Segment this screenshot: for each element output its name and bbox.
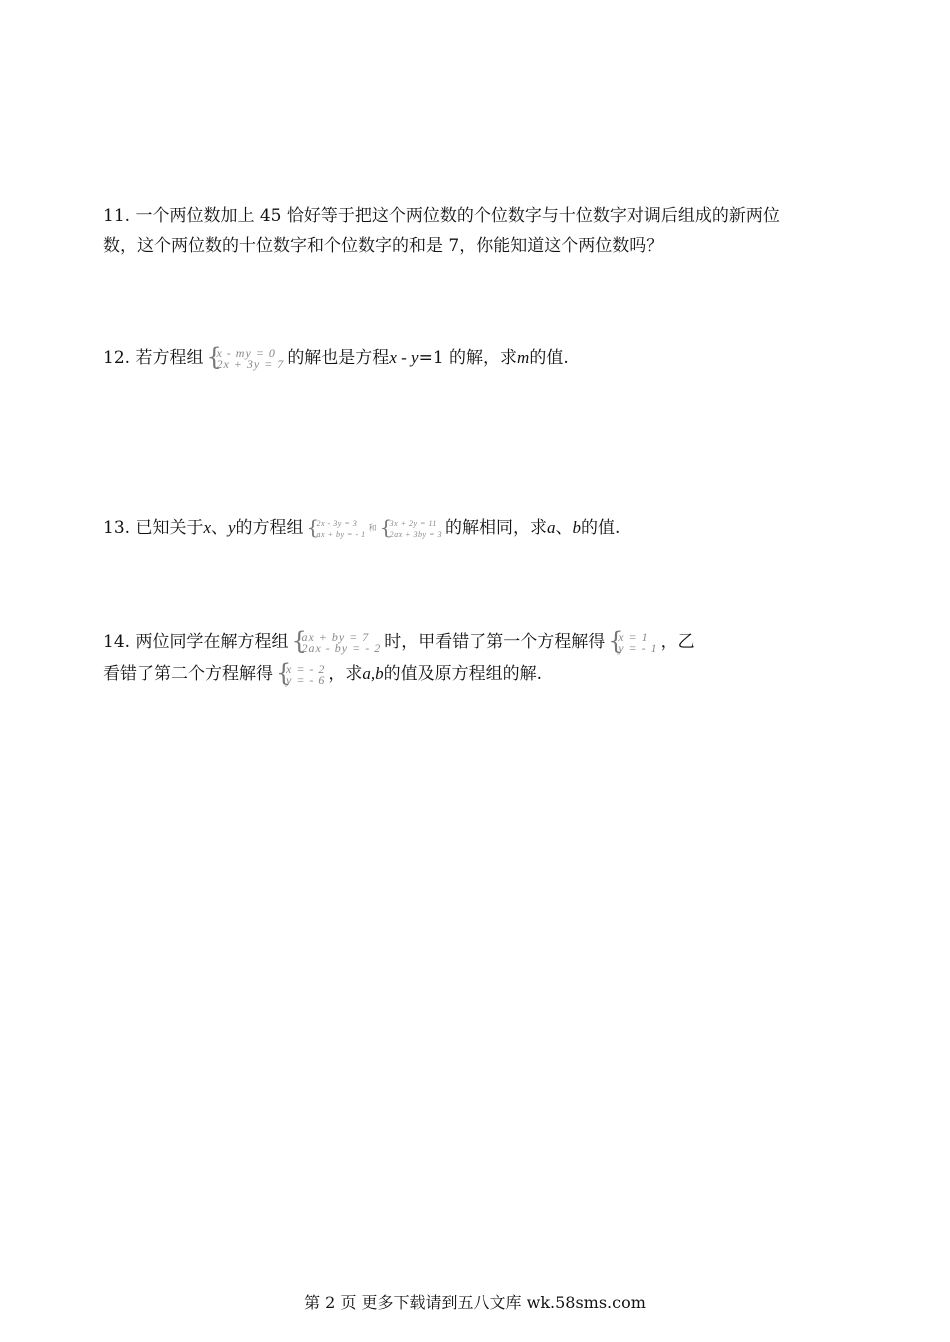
equation-line: 2ax - by = - 2: [301, 640, 382, 655]
brace-icon: {: [276, 658, 292, 687]
equation-line: x - my = 0: [216, 345, 276, 360]
question-11-line-2: 数，这个两位数的十位数字和个位数字的和是 7，你能知道这个两位数吗？: [103, 236, 664, 256]
question-11-line-1: 11. 一个两位数加上 45 恰好等于把这个两位数的个位数字与十位数字对调后组成的新两位: [103, 206, 780, 226]
equation-line: 2ax + 3by = 3: [389, 529, 443, 539]
question-12-prefix: 12. 若方程组: [103, 348, 204, 368]
question-14-prefix: 14. 两位同学在解方程组: [103, 632, 289, 652]
equation-line: ax + by = - 1: [316, 529, 366, 539]
equation-line: 2x + 3y = 7: [216, 356, 285, 371]
question-12-suffix: 的值.: [529, 348, 569, 368]
equation-line: y = - 6: [286, 672, 326, 687]
equation-system: [379, 514, 443, 540]
question-12-text: 的解也是方程: [287, 348, 390, 368]
equation-line: 3x + 2y = 11: [389, 518, 437, 528]
question-14-line-1: [103, 626, 863, 658]
inline-equation: x - y: [389, 348, 419, 367]
equation-line: x = 1: [618, 629, 649, 644]
question-13-suffix: 的值.: [581, 518, 621, 538]
separator: 、: [555, 518, 573, 538]
equation-system: [291, 626, 382, 655]
question-12: [103, 343, 863, 373]
conjunction: 和: [368, 523, 377, 533]
question-14-text: 时，甲看错了第一个方程解得: [384, 632, 606, 652]
question-13-text: 的方程组: [235, 518, 304, 538]
question-14: [103, 626, 863, 690]
equation-system: [206, 342, 285, 371]
question-13-text: 的解相同，求: [445, 518, 548, 538]
variable: a: [547, 518, 556, 537]
separator: 、: [211, 518, 228, 538]
solution-system: [608, 626, 658, 655]
question-14-line-2: [103, 658, 863, 690]
equation-line: ax + by = 7: [301, 629, 370, 644]
variable: x: [203, 518, 211, 537]
question-13-prefix: 13. 已知关于: [103, 518, 204, 538]
equation-line: y = - 1: [618, 640, 658, 655]
page-footer: 第 2 页 更多下载请到五八文库 wk.58sms.com: [304, 1293, 646, 1312]
equation-line: x = - 2: [286, 661, 326, 676]
solution-system: [276, 658, 326, 687]
brace-icon: {: [306, 514, 320, 539]
question-12-text: =1 的解，求: [418, 348, 518, 368]
question-14-text: ，求: [328, 664, 363, 684]
question-14-text: ，乙: [660, 632, 695, 652]
variable: b: [572, 518, 582, 537]
equation-system: [306, 514, 366, 540]
question-11: [103, 201, 863, 261]
brace-icon: {: [379, 514, 393, 539]
brace-icon: {: [206, 342, 222, 371]
brace-icon: {: [291, 626, 307, 655]
variable: m: [517, 348, 530, 367]
variable: a,b: [362, 664, 384, 683]
question-13: [103, 513, 863, 544]
brace-icon: {: [608, 626, 624, 655]
equation-line: 2x - 3y = 3: [316, 518, 358, 528]
question-14-text: 看错了第二个方程解得: [103, 664, 273, 684]
question-14-suffix: 的值及原方程组的解.: [383, 664, 543, 684]
variable: y: [228, 518, 236, 537]
